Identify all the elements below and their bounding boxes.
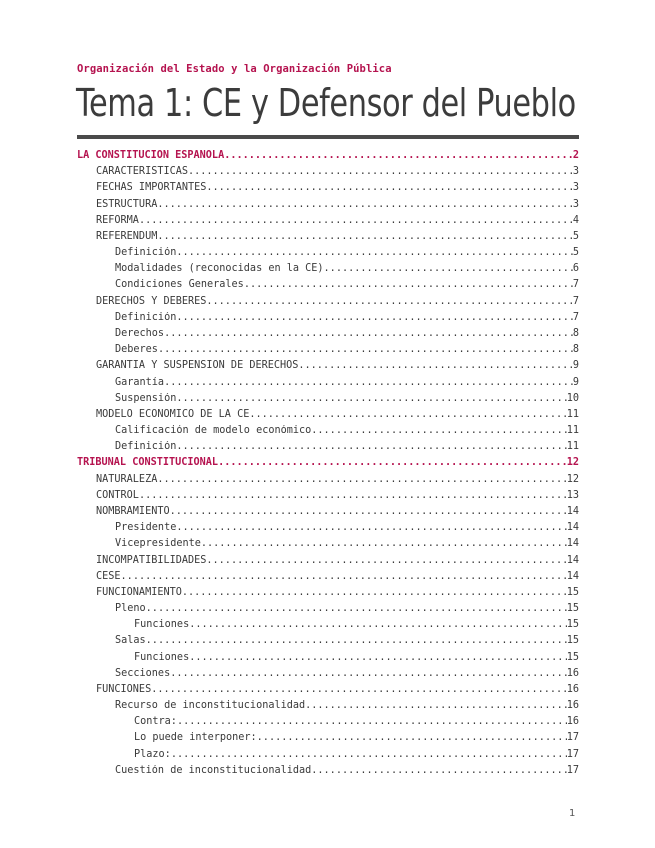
toc-entry-label: Secciones bbox=[115, 667, 171, 679]
toc-entry[interactable] bbox=[96, 231, 579, 247]
toc-entry-label: NATURALEZA bbox=[96, 473, 158, 485]
toc-entry-label: Suspensión bbox=[115, 392, 177, 404]
toc-entry-label: FUNCIONES bbox=[96, 683, 152, 695]
toc-entry[interactable] bbox=[134, 716, 579, 732]
toc-leader-dots bbox=[189, 652, 567, 663]
toc-entry-page: 3 bbox=[572, 182, 579, 194]
toc-leader-dots bbox=[146, 603, 567, 614]
toc-entry-label: Definición bbox=[115, 311, 177, 323]
toc-leader-dots bbox=[171, 749, 567, 760]
toc-leader-dots bbox=[157, 474, 566, 485]
toc-entry[interactable] bbox=[115, 247, 579, 263]
toc-entry[interactable] bbox=[96, 490, 579, 506]
toc-entry-label: CARACTERÍSTICAS bbox=[96, 166, 189, 178]
toc-entry-label: Pleno bbox=[115, 603, 146, 615]
toc-entry-page: 15 bbox=[566, 619, 579, 631]
toc-leader-dots bbox=[121, 571, 567, 582]
toc-entry-label: Derechos bbox=[115, 327, 165, 339]
page-number: 1 bbox=[569, 808, 576, 819]
toc-entry-label: Funciones bbox=[134, 651, 190, 663]
toc-entry-page: 14 bbox=[566, 505, 579, 517]
toc-entry[interactable] bbox=[96, 474, 579, 490]
toc-entry-page: 3 bbox=[572, 198, 579, 210]
toc-entry[interactable] bbox=[115, 522, 579, 538]
toc-entry[interactable] bbox=[115, 538, 579, 554]
toc-entry-label: REFERÉNDUM bbox=[96, 230, 158, 242]
toc-leader-dots bbox=[170, 506, 567, 517]
toc-entry-label: CESE bbox=[96, 570, 121, 582]
toc-entry-page: 7 bbox=[572, 279, 579, 291]
toc-entry[interactable] bbox=[115, 700, 579, 716]
toc-leader-dots bbox=[206, 555, 566, 566]
toc-entry-label: Contra: bbox=[134, 716, 177, 728]
toc-leader-dots bbox=[257, 732, 567, 743]
toc-entry[interactable] bbox=[96, 409, 579, 425]
toc-leader-dots bbox=[311, 765, 566, 776]
toc-entry-label: Deberes bbox=[115, 344, 158, 356]
toc-entry-label: Garantía bbox=[115, 376, 165, 388]
toc-leader-dots bbox=[158, 344, 573, 355]
toc-entry-page: 15 bbox=[566, 586, 579, 598]
toc-entry-label: INCOMPATIBILIDADES bbox=[96, 554, 207, 566]
toc-leader-dots bbox=[249, 409, 566, 420]
title-divider bbox=[77, 135, 579, 139]
toc-entry-label: CONTROL bbox=[96, 489, 139, 501]
toc-entry-page: 7 bbox=[572, 311, 579, 323]
toc-leader-dots bbox=[177, 716, 567, 727]
toc-entry-page: 16 bbox=[566, 683, 579, 695]
toc-entry[interactable] bbox=[115, 344, 579, 360]
toc-entry-page: 13 bbox=[566, 489, 579, 501]
toc-entry-label: Presidente bbox=[115, 522, 177, 534]
toc-entry-page: 9 bbox=[572, 360, 579, 372]
toc-entry[interactable] bbox=[115, 635, 579, 651]
toc-leader-dots bbox=[176, 441, 566, 452]
toc-entry-page: 3 bbox=[572, 166, 579, 178]
toc-leader-dots bbox=[176, 247, 573, 258]
toc-leader-dots bbox=[170, 668, 567, 679]
toc-entry[interactable] bbox=[96, 166, 579, 182]
toc-entry-page: 8 bbox=[572, 344, 579, 356]
toc-entry-label: Vicepresidente bbox=[115, 538, 201, 550]
toc-entry[interactable] bbox=[115, 668, 579, 684]
toc-entry-page: 17 bbox=[566, 732, 579, 744]
toc-leader-dots bbox=[298, 360, 572, 371]
toc-entry[interactable] bbox=[115, 765, 579, 781]
toc-entry[interactable] bbox=[134, 619, 579, 635]
toc-entry[interactable] bbox=[115, 393, 579, 409]
toc-entry[interactable] bbox=[115, 328, 579, 344]
toc-entry-label: Definición bbox=[115, 441, 177, 453]
toc-entry-label: GARANTÍA Y SUSPENSIÓN DE DERECHOS bbox=[96, 360, 299, 372]
toc-entry-page: 9 bbox=[572, 376, 579, 388]
toc-entry-page: 15 bbox=[566, 651, 579, 663]
toc-leader-dots bbox=[176, 522, 566, 533]
toc-leader-dots bbox=[311, 425, 566, 436]
toc-leader-dots bbox=[188, 166, 573, 177]
toc-entry[interactable] bbox=[134, 732, 579, 748]
toc-leader-dots bbox=[157, 199, 573, 210]
toc-entry-page: 15 bbox=[566, 603, 579, 615]
toc-entry-label: Modalidades (reconocidas en la CE) bbox=[115, 263, 324, 275]
toc-entry[interactable] bbox=[96, 684, 579, 700]
toc-entry-label: TRIBUNAL CONSTITUCIONAL bbox=[77, 457, 219, 469]
toc-leader-dots bbox=[151, 684, 567, 695]
toc-entry-label: Cuestión de inconstitucionalidad bbox=[115, 764, 312, 776]
toc-entry-label: Plazo: bbox=[134, 748, 171, 760]
toc-entry[interactable] bbox=[96, 215, 579, 231]
toc-entry-page: 16 bbox=[566, 667, 579, 679]
toc-entry-page: 11 bbox=[566, 408, 579, 420]
toc-leader-dots bbox=[164, 377, 573, 388]
toc-entry-label: FECHAS IMPORTANTES bbox=[96, 182, 207, 194]
toc-entry[interactable] bbox=[115, 603, 579, 619]
toc-entry-page: 4 bbox=[572, 214, 579, 226]
toc-entry-label: DERECHOS Y DEBERES bbox=[96, 295, 207, 307]
toc-entry-page: 14 bbox=[566, 522, 579, 534]
document-subtitle: Organización del Estado y la Organización Pública bbox=[77, 63, 392, 75]
toc-entry[interactable] bbox=[96, 571, 579, 587]
toc-leader-dots bbox=[244, 279, 573, 290]
toc-leader-dots bbox=[139, 215, 573, 226]
toc-entry[interactable] bbox=[77, 457, 579, 473]
toc-entry[interactable] bbox=[115, 425, 579, 441]
toc-entry-page: 11 bbox=[566, 441, 579, 453]
toc-entry-page: 14 bbox=[566, 570, 579, 582]
toc-entry-page: 5 bbox=[572, 230, 579, 242]
toc-leader-dots bbox=[305, 700, 567, 711]
toc-entry[interactable] bbox=[96, 360, 579, 376]
toc-leader-dots bbox=[164, 328, 573, 339]
toc-entry-page: 12 bbox=[566, 473, 579, 485]
toc-leader-dots bbox=[324, 263, 573, 274]
toc-entry-label: Salas bbox=[115, 635, 146, 647]
toc-entry-label: FUNCIONAMIENTO bbox=[96, 586, 182, 598]
toc-entry-label: ESTRUCTURA bbox=[96, 198, 158, 210]
toc-entry-label: NOMBRAMIENTO bbox=[96, 505, 170, 517]
toc-entry-label: Lo puede interponer: bbox=[134, 732, 257, 744]
toc-entry-page: 5 bbox=[572, 247, 579, 259]
toc-entry-page: 12 bbox=[566, 457, 579, 469]
toc-entry-label: Funciones bbox=[134, 619, 190, 631]
toc-entry-page: 10 bbox=[566, 392, 579, 404]
toc-entry[interactable] bbox=[115, 279, 579, 295]
toc-leader-dots bbox=[218, 457, 567, 468]
toc-entry[interactable] bbox=[115, 312, 579, 328]
toc-entry-label: Condiciones Generales bbox=[115, 279, 244, 291]
toc-entry-page: 8 bbox=[572, 327, 579, 339]
toc-entry-page: 14 bbox=[566, 538, 579, 550]
toc-leader-dots bbox=[182, 587, 567, 598]
toc-leader-dots bbox=[157, 231, 573, 242]
toc-entry[interactable] bbox=[96, 506, 579, 522]
toc-entry-page: 11 bbox=[566, 425, 579, 437]
toc-entry[interactable] bbox=[134, 749, 579, 765]
toc-entry-page: 16 bbox=[566, 716, 579, 728]
toc-entry-label: LA CONSTITUCIÓN ESPAÑOLA bbox=[77, 150, 225, 161]
toc-entry-page: 14 bbox=[566, 554, 579, 566]
toc-leader-dots bbox=[139, 490, 567, 501]
toc-entry-page: 17 bbox=[566, 764, 579, 776]
toc-entry-page: 6 bbox=[572, 263, 579, 275]
toc-entry[interactable] bbox=[134, 652, 579, 668]
toc-leader-dots bbox=[224, 150, 573, 161]
toc-entry[interactable] bbox=[115, 377, 579, 393]
toc-entry[interactable] bbox=[96, 587, 579, 603]
toc-entry-label: Recurso de inconstitucionalidad bbox=[115, 700, 306, 712]
toc-leader-dots bbox=[189, 619, 567, 630]
toc-entry[interactable] bbox=[96, 555, 579, 571]
toc-entry-label: REFORMA bbox=[96, 214, 139, 226]
toc-entry[interactable] bbox=[115, 441, 579, 457]
page-title: Tema 1: CE y Defensor del Pueblo bbox=[76, 81, 576, 125]
toc-entry[interactable] bbox=[115, 263, 579, 279]
toc-entry-page: 15 bbox=[566, 635, 579, 647]
toc-entry[interactable] bbox=[96, 296, 579, 312]
toc-entry-page: 16 bbox=[566, 700, 579, 712]
toc-leader-dots bbox=[146, 635, 567, 646]
toc-entry-page: 7 bbox=[572, 295, 579, 307]
toc-leader-dots bbox=[206, 182, 572, 193]
toc-entry[interactable] bbox=[96, 182, 579, 198]
toc-entry-label: Calificación de modelo económico bbox=[115, 425, 312, 437]
toc-leader-dots bbox=[206, 296, 572, 307]
toc-leader-dots bbox=[176, 312, 573, 323]
toc-entry-page: 2 bbox=[572, 150, 579, 161]
toc-entry-label: Definición bbox=[115, 247, 177, 259]
toc-entry[interactable] bbox=[77, 150, 579, 166]
toc-entry-label: MODELO ECONÓMICO DE LA CE bbox=[96, 408, 250, 420]
toc-entry[interactable] bbox=[96, 199, 579, 215]
toc-leader-dots bbox=[176, 393, 566, 404]
toc-entry-page: 17 bbox=[566, 748, 579, 760]
toc-leader-dots bbox=[201, 538, 567, 549]
